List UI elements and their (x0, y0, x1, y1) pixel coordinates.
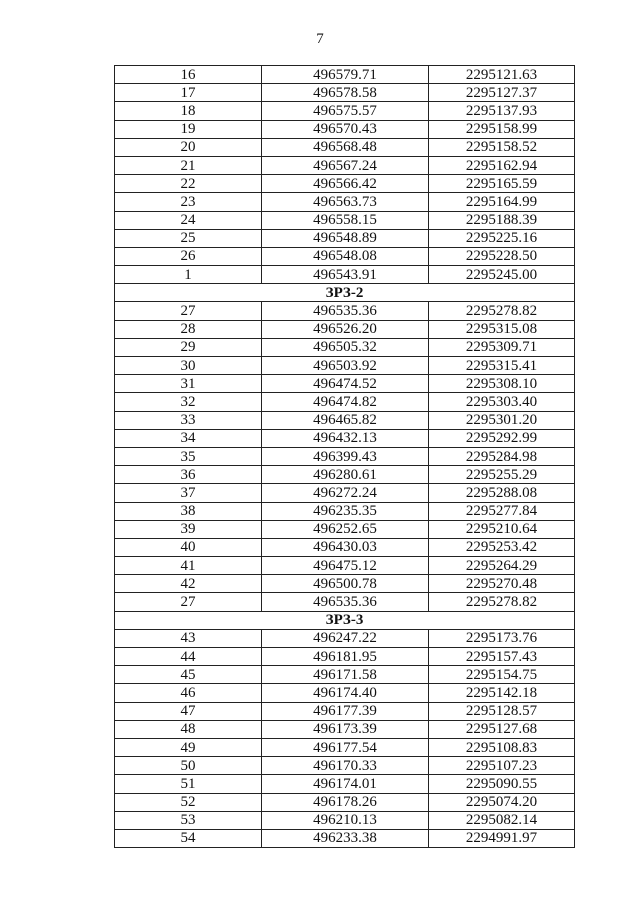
y-coordinate-cell: 2295090.55 (429, 775, 575, 793)
table-row (115, 193, 575, 211)
table-row (115, 520, 575, 538)
table-row (115, 538, 575, 556)
coordinates-table-body (115, 66, 575, 848)
point-number-cell: 26 (115, 247, 262, 265)
point-number-cell: 42 (115, 575, 262, 593)
x-coordinate-cell: 496526.20 (262, 320, 429, 338)
x-coordinate-cell: 496272.24 (262, 484, 429, 502)
y-coordinate-cell: 2295288.08 (429, 484, 575, 502)
page-number: 7 (316, 31, 324, 47)
point-number-cell: 54 (115, 829, 262, 847)
table-row (115, 302, 575, 320)
point-number-cell: 28 (115, 320, 262, 338)
point-number-cell: 23 (115, 193, 262, 211)
y-coordinate-cell: 2295158.99 (429, 120, 575, 138)
y-coordinate-cell: 2295165.59 (429, 175, 575, 193)
table-row (115, 175, 575, 193)
x-coordinate-cell: 496548.89 (262, 229, 429, 247)
y-coordinate-cell: 2295308.10 (429, 375, 575, 393)
y-coordinate-cell: 2295315.41 (429, 357, 575, 375)
table-row (115, 447, 575, 465)
y-coordinate-cell: 2295158.52 (429, 138, 575, 156)
point-number-cell: 35 (115, 447, 262, 465)
y-coordinate-cell: 2295188.39 (429, 211, 575, 229)
point-number-cell: 43 (115, 629, 262, 647)
x-coordinate-cell: 496247.22 (262, 629, 429, 647)
y-coordinate-cell: 2295292.99 (429, 429, 575, 447)
point-number-cell: 48 (115, 720, 262, 738)
point-number-cell: 47 (115, 702, 262, 720)
x-coordinate-cell: 496579.71 (262, 66, 429, 84)
y-coordinate-cell: 2295157.43 (429, 648, 575, 666)
table-row (115, 684, 575, 702)
y-coordinate-cell: 2295164.99 (429, 193, 575, 211)
point-number-cell: 34 (115, 429, 262, 447)
y-coordinate-cell: 2295154.75 (429, 666, 575, 684)
y-coordinate-cell: 2295082.14 (429, 811, 575, 829)
point-number-cell: 31 (115, 375, 262, 393)
table-row (115, 648, 575, 666)
x-coordinate-cell: 496399.43 (262, 447, 429, 465)
table-row (115, 720, 575, 738)
table-row (115, 247, 575, 265)
x-coordinate-cell: 496235.35 (262, 502, 429, 520)
point-number-cell: 27 (115, 302, 262, 320)
y-coordinate-cell: 2295270.48 (429, 575, 575, 593)
table-row (115, 829, 575, 847)
table-row (115, 138, 575, 156)
x-coordinate-cell: 496578.58 (262, 84, 429, 102)
y-coordinate-cell: 2295225.16 (429, 229, 575, 247)
y-coordinate-cell: 2295255.29 (429, 466, 575, 484)
y-coordinate-cell: 2295107.23 (429, 757, 575, 775)
table-row (115, 811, 575, 829)
point-number-cell: 29 (115, 338, 262, 356)
point-number-cell: 53 (115, 811, 262, 829)
y-coordinate-cell: 2295245.00 (429, 266, 575, 284)
y-coordinate-cell: 2295228.50 (429, 247, 575, 265)
point-number-cell: 16 (115, 66, 262, 84)
table-row (115, 575, 575, 593)
point-number-cell: 36 (115, 466, 262, 484)
x-coordinate-cell: 496177.54 (262, 738, 429, 756)
y-coordinate-cell: 2295128.57 (429, 702, 575, 720)
y-coordinate-cell: 2295278.82 (429, 593, 575, 611)
point-number-cell: 33 (115, 411, 262, 429)
y-coordinate-cell: 2295315.08 (429, 320, 575, 338)
section-label: ЗРЗ-3 (115, 611, 575, 629)
y-coordinate-cell: 2295277.84 (429, 502, 575, 520)
table-row (115, 757, 575, 775)
x-coordinate-cell: 496575.57 (262, 102, 429, 120)
x-coordinate-cell: 496503.92 (262, 357, 429, 375)
y-coordinate-cell: 2295278.82 (429, 302, 575, 320)
table-row (115, 320, 575, 338)
table-row (115, 502, 575, 520)
table-row (115, 593, 575, 611)
x-coordinate-cell: 496430.03 (262, 538, 429, 556)
y-coordinate-cell: 2295137.93 (429, 102, 575, 120)
x-coordinate-cell: 496474.52 (262, 375, 429, 393)
table-row (115, 357, 575, 375)
point-number-cell: 44 (115, 648, 262, 666)
point-number-cell: 41 (115, 557, 262, 575)
point-number-cell: 17 (115, 84, 262, 102)
x-coordinate-cell: 496567.24 (262, 156, 429, 174)
table-row (115, 775, 575, 793)
table-row (115, 393, 575, 411)
x-coordinate-cell: 496558.15 (262, 211, 429, 229)
point-number-cell: 51 (115, 775, 262, 793)
table-row (115, 375, 575, 393)
y-coordinate-cell: 2295127.68 (429, 720, 575, 738)
table-row (115, 338, 575, 356)
table-row (115, 411, 575, 429)
y-coordinate-cell: 2295303.40 (429, 393, 575, 411)
point-number-cell: 37 (115, 484, 262, 502)
point-number-cell: 21 (115, 156, 262, 174)
x-coordinate-cell: 496171.58 (262, 666, 429, 684)
x-coordinate-cell: 496500.78 (262, 575, 429, 593)
table-row (115, 629, 575, 647)
x-coordinate-cell: 496535.36 (262, 593, 429, 611)
point-number-cell: 1 (115, 266, 262, 284)
x-coordinate-cell: 496566.42 (262, 175, 429, 193)
table-row (115, 793, 575, 811)
y-coordinate-cell: 2295074.20 (429, 793, 575, 811)
table-row (115, 211, 575, 229)
table-row (115, 557, 575, 575)
y-coordinate-cell: 2295253.42 (429, 538, 575, 556)
table-row (115, 466, 575, 484)
x-coordinate-cell: 496173.39 (262, 720, 429, 738)
section-header-row (115, 284, 575, 302)
section-header-row (115, 611, 575, 629)
y-coordinate-cell: 2294991.97 (429, 829, 575, 847)
point-number-cell: 52 (115, 793, 262, 811)
y-coordinate-cell: 2295264.29 (429, 557, 575, 575)
y-coordinate-cell: 2295162.94 (429, 156, 575, 174)
table-row (115, 66, 575, 84)
y-coordinate-cell: 2295121.63 (429, 66, 575, 84)
x-coordinate-cell: 496543.91 (262, 266, 429, 284)
x-coordinate-cell: 496174.40 (262, 684, 429, 702)
x-coordinate-cell: 496178.26 (262, 793, 429, 811)
y-coordinate-cell: 2295127.37 (429, 84, 575, 102)
table-row (115, 666, 575, 684)
x-coordinate-cell: 496280.61 (262, 466, 429, 484)
table-row (115, 702, 575, 720)
point-number-cell: 39 (115, 520, 262, 538)
x-coordinate-cell: 496181.95 (262, 648, 429, 666)
table-row (115, 266, 575, 284)
point-number-cell: 27 (115, 593, 262, 611)
x-coordinate-cell: 496548.08 (262, 247, 429, 265)
point-number-cell: 38 (115, 502, 262, 520)
x-coordinate-cell: 496568.48 (262, 138, 429, 156)
table-row (115, 229, 575, 247)
x-coordinate-cell: 496570.43 (262, 120, 429, 138)
point-number-cell: 22 (115, 175, 262, 193)
x-coordinate-cell: 496475.12 (262, 557, 429, 575)
point-number-cell: 18 (115, 102, 262, 120)
point-number-cell: 24 (115, 211, 262, 229)
point-number-cell: 40 (115, 538, 262, 556)
point-number-cell: 19 (115, 120, 262, 138)
y-coordinate-cell: 2295210.64 (429, 520, 575, 538)
x-coordinate-cell: 496474.82 (262, 393, 429, 411)
y-coordinate-cell: 2295142.18 (429, 684, 575, 702)
x-coordinate-cell: 496174.01 (262, 775, 429, 793)
table-row (115, 156, 575, 174)
table-row (115, 429, 575, 447)
x-coordinate-cell: 496465.82 (262, 411, 429, 429)
x-coordinate-cell: 496563.73 (262, 193, 429, 211)
x-coordinate-cell: 496233.38 (262, 829, 429, 847)
x-coordinate-cell: 496432.13 (262, 429, 429, 447)
x-coordinate-cell: 496177.39 (262, 702, 429, 720)
point-number-cell: 49 (115, 738, 262, 756)
x-coordinate-cell: 496210.13 (262, 811, 429, 829)
x-coordinate-cell: 496535.36 (262, 302, 429, 320)
point-number-cell: 32 (115, 393, 262, 411)
point-number-cell: 25 (115, 229, 262, 247)
x-coordinate-cell: 496505.32 (262, 338, 429, 356)
y-coordinate-cell: 2295309.71 (429, 338, 575, 356)
point-number-cell: 45 (115, 666, 262, 684)
y-coordinate-cell: 2295173.76 (429, 629, 575, 647)
section-label: ЗРЗ-2 (115, 284, 575, 302)
y-coordinate-cell: 2295108.83 (429, 738, 575, 756)
coordinates-table (114, 65, 575, 848)
y-coordinate-cell: 2295284.98 (429, 447, 575, 465)
point-number-cell: 46 (115, 684, 262, 702)
point-number-cell: 50 (115, 757, 262, 775)
table-row (115, 102, 575, 120)
point-number-cell: 20 (115, 138, 262, 156)
table-row (115, 738, 575, 756)
x-coordinate-cell: 496252.65 (262, 520, 429, 538)
x-coordinate-cell: 496170.33 (262, 757, 429, 775)
table-row (115, 484, 575, 502)
table-row (115, 84, 575, 102)
table-row (115, 120, 575, 138)
point-number-cell: 30 (115, 357, 262, 375)
y-coordinate-cell: 2295301.20 (429, 411, 575, 429)
